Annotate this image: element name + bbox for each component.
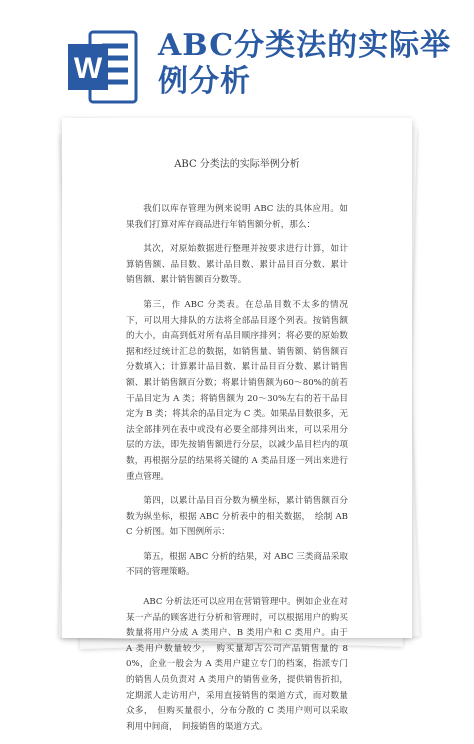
word-icon-letter: W	[73, 52, 103, 85]
paper-sheet-front	[62, 118, 412, 732]
paragraph-5: 第五，根据 ABC 分析的结果，对 ABC 三类商品采取不同的管理策略。	[126, 551, 348, 578]
paragraph-2: 其次，对原始数据进行整理并按要求进行计算，如计算销售额、品目数、累计品目数、累计品目百分数、累计销售额、累计销售额百分数等。	[126, 244, 348, 286]
document-body	[126, 158, 348, 744]
banner-title: ABC分类法的实际举例分析	[158, 28, 452, 99]
paragraph-1: 我们以库存管理为例来说明 ABC 法的具体应用。如果我们打算对库存商品进行年销售额分析，那么：	[126, 204, 348, 230]
document-title: ABC 分类法的实际举例分析	[174, 159, 300, 170]
paragraph-6: ABC 分析法还可以应用在营销管理中。例如企业在对某一产品的顾客进行分析和管理时，可以根据用户的购买数量将用户分成 A 类用户、B 类用户和 C 类用户。由于 A 类用户数量较少， 购买量却占公司产品销售量的 80%，企业一般会为 A 类用户建立专门的档案，指派专门的销售人员负责对 A 类用户的销售业务，提供销售折扣，定期派人走访用户，采用直接销售的渠道方式，而对数量众多， 但购买量很小，分布分散的 C 类用户则可以采取利用中间商， 间接销售的渠道方式。	[126, 597, 348, 732]
paragraph-4: 第四，以累计品目百分数为横坐标，累计销售额百分数为纵坐标，根据 ABC 分析表中的相关数据， 绘制 ABC 分析图。如下图例所示：	[126, 496, 348, 538]
paragraph-3: 第三，作 ABC 分类表。在总品目数不太多的情况下，可以用大排队的方法将全部品目逐个列表。按销售额的大小，由高到低对所有品目顺序排列；将必要的原始数据和经过统计汇总的数据，如销售量、销售额、销售额百分数填入；计算累计品目数、累计品目百分数、累计销售额、累计销售额百分数；将累计销售额为60～80%的前若干品目定为 A 类；将销售额为 20～30%左右的若干品目定为 B 类；将其余的品目定为 C 类。如果品目数很多，无法全部排列在表中或没有必要全部排列出来，可以采用分层的方法，即先按销售额进行分层，以减少品目栏内的项数，再根据分层的结果将关键的 A 类品目逐一列出来进行重点管理。	[126, 299, 348, 482]
document-preview	[62, 118, 418, 732]
word-document-icon	[66, 26, 140, 108]
